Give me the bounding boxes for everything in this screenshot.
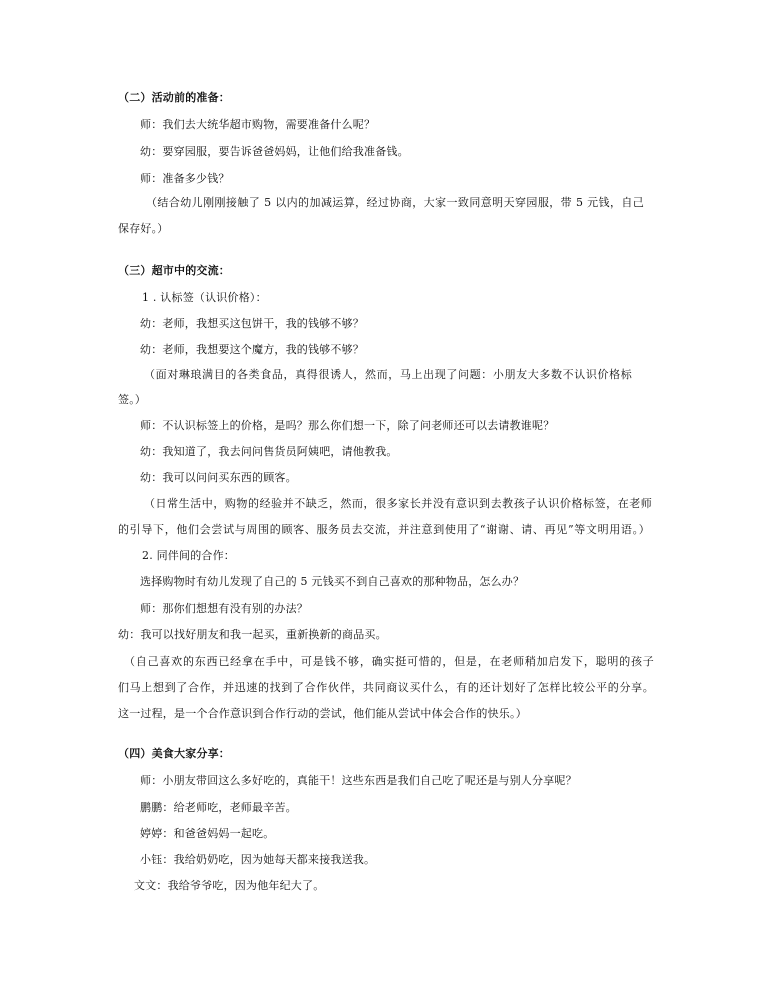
note-paragraph-line: （自己喜欢的东西已经拿在手中，可是钱不够，确实挺可惜的，但是，在老师稍加启发下，聪明的孩子 [124,655,654,668]
dialogue-line: 小钰：我给奶奶吃，因为她每天都来接我送我。 [140,853,376,866]
dialogue-line: 幼：我可以问问买东西的顾客。 [140,471,297,484]
note-paragraph-line: 保存好。） [118,222,169,235]
dialogue-line: 幼：老师，我想要这个魔方，我的钱够不够？ [140,343,364,356]
dialogue-line: 师：不认识标签上的价格，是吗？那么你们想一下，除了问老师还可以去请教谁呢？ [140,419,555,432]
note-paragraph-line: （日常生活中，购物的经验并不缺乏，然而，很多家长并没有意识到去教孩子认识价格标签，在老师 [144,497,652,510]
section-heading-supermarket: （三）超市中的交流： [118,264,230,277]
dialogue-line: 选择购物时有幼儿发现了自己的 5 元钱买不到自己喜欢的那种物品，怎么办？ [140,575,525,588]
note-paragraph-line: 的引导下，他们会尝试与周围的顾客、服务员去交流，并注意到使用了“谢谢、请、再见”等文明用语。） [118,523,650,536]
dialogue-line: 师：准备多少钱？ [140,172,230,185]
dialogue-line: 婷婷：和爸爸妈妈一起吃。 [140,827,275,840]
note-paragraph-line: 们马上想到了合作，并迅速的找到了合作伙伴，共同商议买什么，有的还计划好了怎样比较公平的分享。 [118,681,654,694]
note-paragraph-line: （面对琳琅满目的各类食品，真得很诱人，然而，马上出现了问题：小朋友大多数不认识价格标 [144,368,632,381]
dialogue-line: 师：我们去大统华超市购物，需要准备什么呢？ [140,118,376,131]
subsection-heading-label: 1 . 认标签（认识价格）： [142,291,267,304]
dialogue-line: 鹏鹏：给老师吃，老师最辛苦。 [140,801,297,814]
section-heading-sharing: （四）美食大家分享： [118,747,230,760]
dialogue-line: 文文：我给爷爷吃，因为他年纪大了。 [134,879,325,892]
note-paragraph-line: 这一过程，是一个合作意识到合作行动的尝试，他们能从尝试中体会合作的快乐。） [118,707,527,720]
subsection-heading-cooperation: 2. 同伴间的合作： [142,549,235,562]
note-paragraph-line: （结合幼儿刚刚接触了 5 以内的加减运算，经过协商，大家一致同意明天穿园服，带 5 元钱，自己 [146,196,644,209]
dialogue-line: 师：小朋友带回这么多好吃的，真能干！这些东西是我们自己吃了呢还是与别人分享呢？ [140,774,577,787]
section-heading-preparation: （二）活动前的准备： [118,91,230,104]
dialogue-line: 幼：我可以找好朋友和我一起买，重新换新的商品买。 [118,628,387,641]
dialogue-line: 师：那你们想想有没有别的办法？ [140,602,308,615]
note-paragraph-line: 签。） [118,393,147,406]
dialogue-line: 幼：老师，我想买这包饼干，我的钱够不够？ [140,317,364,330]
dialogue-line: 幼：要穿园服，要告诉爸爸妈妈，让他们给我准备钱。 [140,145,409,158]
dialogue-line: 幼：我知道了，我去问问售货员阿姨吧，请他教我。 [140,445,398,458]
